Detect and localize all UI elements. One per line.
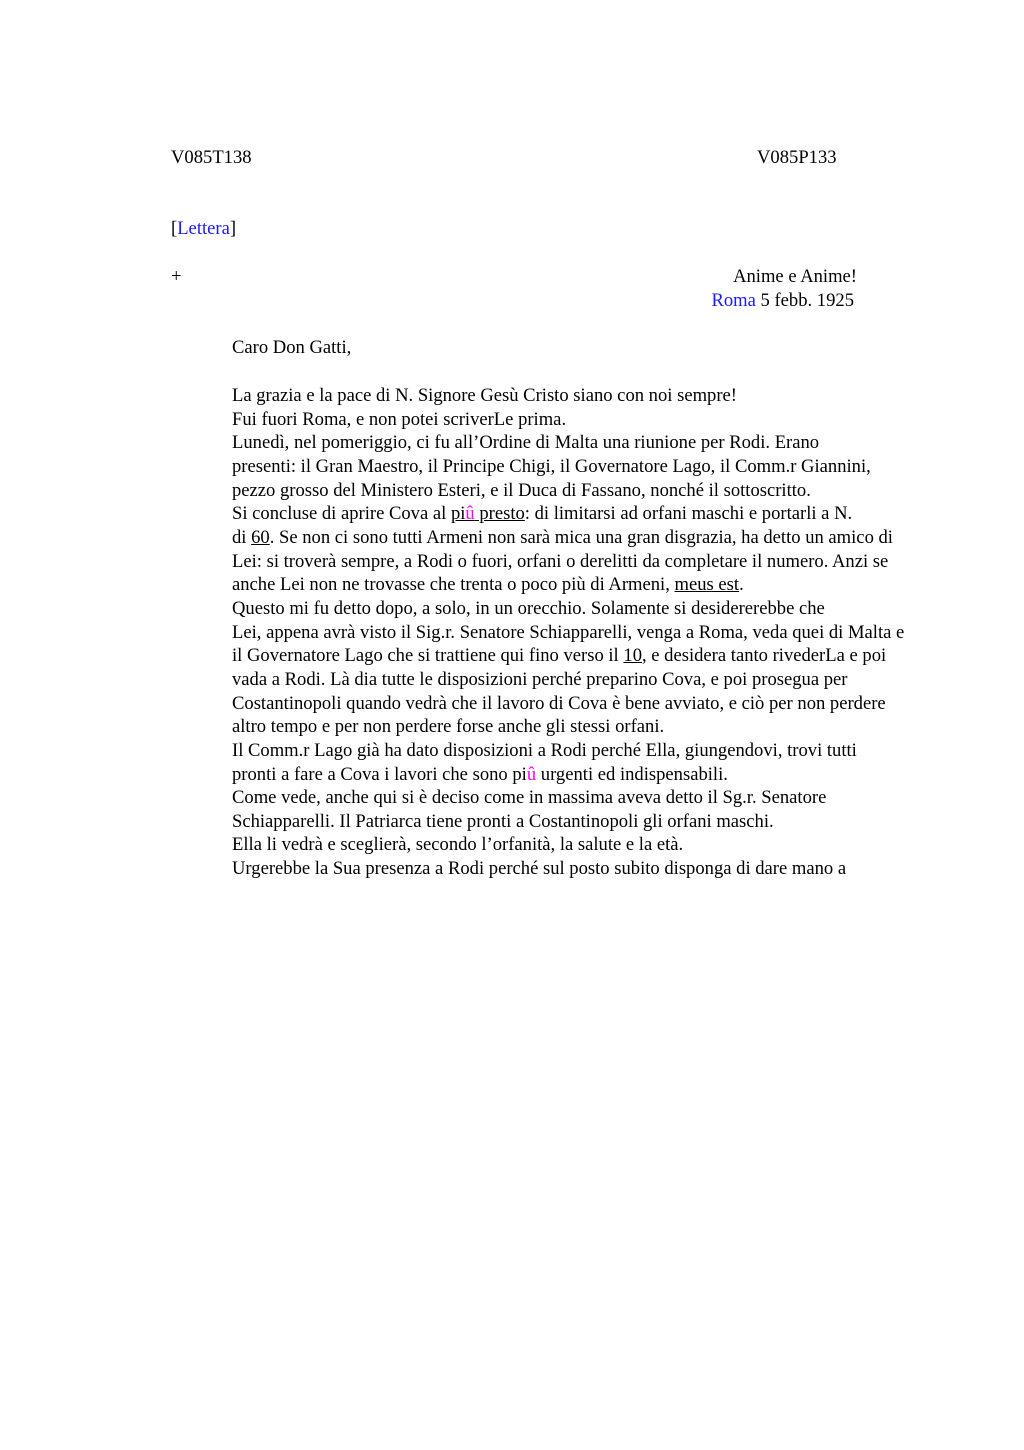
underlined-text: 60	[251, 526, 270, 548]
line: Lei, appena avrà visto il Sig.r. Senatore Schiapparelli, venga a Roma, veda quei di Malta e	[232, 621, 905, 643]
text-run: , e desidera tanto rivederLa e poi	[641, 645, 887, 667]
paragraph-9	[171, 857, 931, 881]
text-run: urgenti ed indispensabili.	[536, 763, 728, 785]
text-run: anche Lei non ne trovasse che trenta o poco più di Armeni,	[232, 574, 675, 596]
line: vada a Rodi. Là dia tutte le disposizioni perché preparino Cova, e poi prosegua per	[232, 668, 848, 690]
line	[232, 503, 852, 524]
document-code-left: V085T138	[171, 147, 252, 168]
underlined-text	[451, 503, 525, 524]
underlined-text: 10	[623, 645, 642, 667]
paragraph-4	[171, 502, 931, 597]
text-run: : di limitarsi ad orfani maschi e portarli a N.	[524, 503, 853, 525]
line: Lei: si troverà sempre, a Rodi o fuori, orfani o derelitti da completare il numero. Anzi se	[232, 550, 889, 572]
highlighted-char: û	[465, 503, 475, 525]
text-run: di	[232, 526, 252, 548]
paragraph-3	[171, 431, 931, 502]
line: Lunedì, nel pomeriggio, ci fu all’Ordine di Malta una riunione per Rodi. Erano	[232, 432, 820, 454]
doc-type-word: Lettera	[177, 218, 230, 239]
salutation: Caro Don Gatti,	[232, 337, 352, 358]
letter-body	[171, 384, 931, 881]
line: Urgerebbe la Sua presenza a Rodi perché sul posto subito disponga di dare mano a	[232, 858, 847, 880]
highlighted-char: û	[526, 763, 537, 785]
dateline	[711, 290, 854, 312]
text-run: . Se non ci sono tutti Armeni non sarà mica una gran disgrazia, ha detto un amico di	[269, 526, 893, 548]
line: La grazia e la pace di N. Signore Gesù Cristo siano con noi sempre!	[232, 385, 737, 406]
text-run: .	[739, 574, 744, 596]
underlined-text: meus est	[674, 574, 740, 596]
line: Questo mi fu detto dopo, a solo, in un orecchio. Solamente si desidererebbe che	[232, 597, 825, 619]
line	[171, 644, 931, 668]
paragraph-8	[171, 833, 931, 857]
line	[171, 573, 931, 597]
paragraph-2	[171, 408, 931, 432]
text-run: il Governatore Lago che si trattiene qui fino verso il	[232, 645, 624, 667]
paragraph-1	[171, 384, 931, 408]
close-bracket: ]	[229, 218, 237, 239]
paragraph-5	[171, 597, 931, 739]
text-run: pronti a fare a Cova i lavori che sono pi	[232, 763, 527, 785]
line	[171, 763, 931, 787]
paragraph-6	[171, 739, 931, 786]
paragraph-7	[171, 786, 931, 833]
text-run: presto	[474, 503, 525, 525]
line	[171, 526, 931, 550]
text-run: pi	[450, 503, 466, 525]
cross-symbol: +	[171, 266, 182, 287]
line: presenti: il Gran Maestro, il Principe Chigi, il Governatore Lago, il Comm.r Giannini,	[232, 455, 871, 477]
line: Il Comm.r Lago già ha dato disposizioni a Rodi perché Ella, giungendovi, trovi tutti	[232, 739, 857, 761]
line: Come vede, anche qui si è deciso come in massima aveva detto il Sg.r. Senatore	[232, 787, 827, 809]
page-code-right: V085P133	[757, 147, 837, 168]
motto: Anime e Anime!	[733, 266, 857, 287]
open-bracket: [	[171, 218, 178, 239]
line: Schiapparelli. Il Patriarca tiene pronti a Costantinopoli gli orfani maschi.	[232, 810, 774, 832]
line: pezzo grosso del Ministero Esteri, e il Duca di Fassano, nonché il sottoscritto.	[232, 479, 811, 501]
line: Ella li vedrà e sceglierà, secondo l’orfanità, la salute e la età.	[232, 834, 684, 856]
text-run: Si concluse di aprire Cova al	[232, 503, 451, 525]
line: Fui fuori Roma, e non potei scriverLe prima.	[232, 408, 567, 430]
line: Costantinopoli quando vedrà che il lavoro di Cova è bene avviato, e ciò per non perdere	[232, 692, 886, 714]
dateline-date: 5 febb. 1925	[755, 290, 854, 311]
dateline-place: Roma	[711, 290, 756, 311]
document-type-label	[171, 218, 236, 240]
line: altro tempo e per non perdere forse anche gli stessi orfani.	[232, 716, 665, 738]
